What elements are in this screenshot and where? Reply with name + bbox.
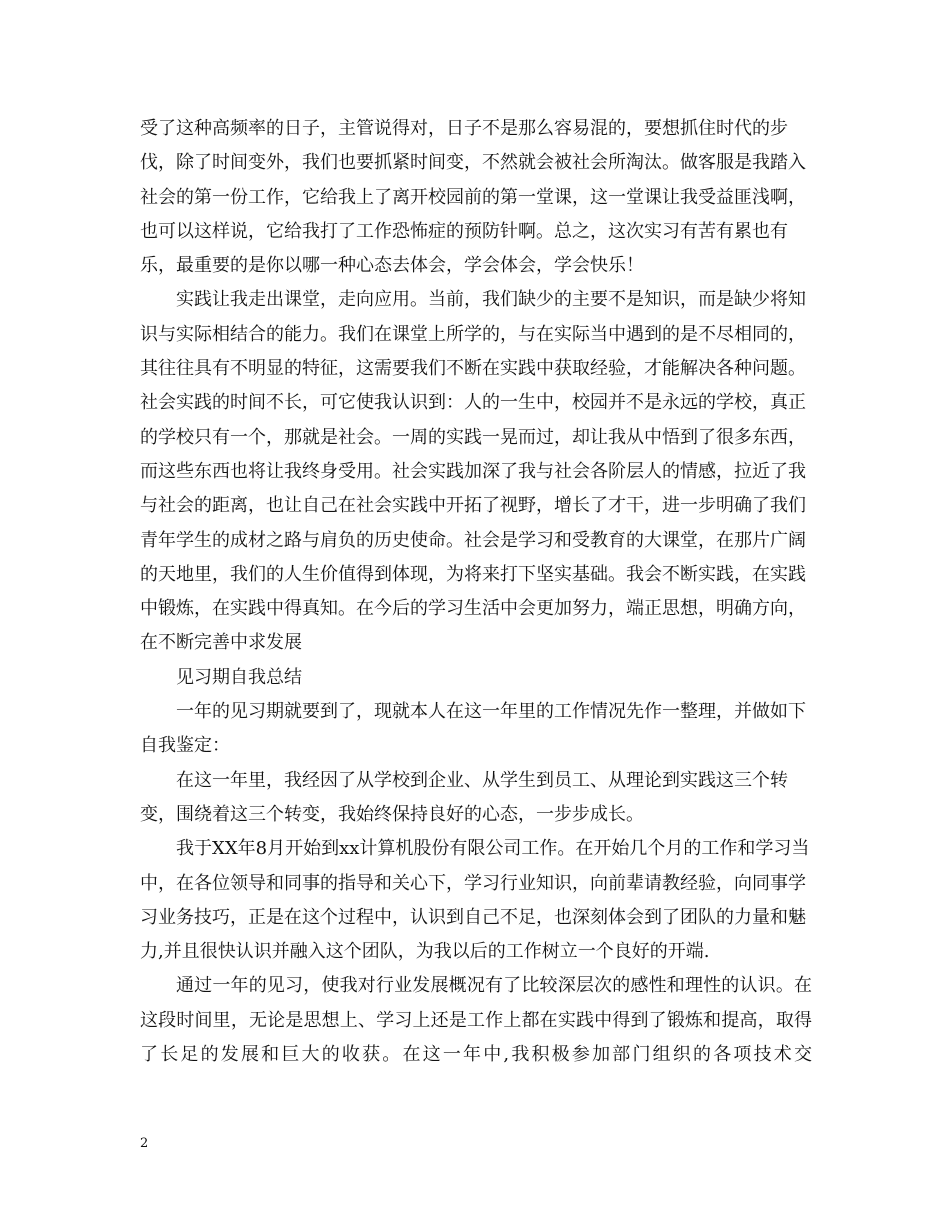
- document-body: [140, 112, 812, 1072]
- paragraph-practice: 实践让我走出课堂，走向应用。当前，我们缺少的主要不是知识，而是缺少将知识与实际相结合的能力。我们在课堂上所学的，与在实际当中遇到的是不尽相同的，其往往具有不明显的特征，这需要我们不断在实践中获取经验，才能解决各种问题。社会实践的时间不长，可它使我认识到：人的一生中，校园并不是永远的学校，真正的学校只有一个，那就是社会。一周的实践一晃而过，却让我从中悟到了很多东西，而这些东西也将让我终身受用。社会实践加深了我与社会各阶层人的情感，拉近了我与社会的距离，也让自己在社会实践中开拓了视野，增长了才干，进一步明确了我们青年学生的成材之路与肩负的历史使命。社会是学习和受教育的大课堂，在那片广阔的天地里，我们的人生价值得到体现，为将来打下坚实基础。我会不断实践，在实践中锻炼，在实践中得真知。在今后的学习生活中会更加努力，端正思想，明确方向，在不断完善中求发展: [140, 289, 806, 654]
- page-number: 2: [140, 1136, 149, 1151]
- paragraph-intro: 一年的见习期就要到了，现就本人在这一年里的工作情况先作一整理，并做如下自我鉴定：: [140, 701, 806, 757]
- section-heading: 见习期自我总结: [176, 666, 302, 688]
- paragraph-transition: 在这一年里，我经因了从学校到企业、从学生到员工、从理论到实践这三个转变，围绕着这三个转变，我始终保持良好的心态，一步步成长。: [140, 769, 788, 825]
- paragraph-summary: 通过一年的见习，使我对行业发展概况有了比较深层次的感性和理性的认识。在这段时间里，无论是思想上、学习上还是工作上都在实践中得到了锻炼和提高，取得了长足的发展和巨大的收获。在这一年中,我积极参加部门组织的各项技术交: [140, 975, 812, 1066]
- paragraph-continuation: 受了这种高频率的日子，主管说得对，日子不是那么容易混的，要想抓住时代的步伐，除了时间变外，我们也要抓紧时间变，不然就会被社会所淘汰。做客服是我踏入社会的第一份工作，它给我上了离开校园前的第一堂课，这一堂课让我受益匪浅啊，也可以这样说，它给我打了工作恐怖症的预防针啊。总之，这次实习有苦有累也有乐，最重要的是你以哪一种心态去体会，学会体会，学会快乐！: [140, 118, 806, 277]
- paragraph-work-start: 我于XX年8月开始到xx计算机股份有限公司工作。在开始几个月的工作和学习当中，在各位领导和同事的指导和关心下，学习行业知识，向前辈请教经验，向同事学习业务技巧，正是在这个过程中，认识到自己不足，也深刻体会到了团队的力量和魅力,并且很快认识并融入这个团队，为我以后的工作树立一个良好的开端.: [140, 838, 810, 963]
